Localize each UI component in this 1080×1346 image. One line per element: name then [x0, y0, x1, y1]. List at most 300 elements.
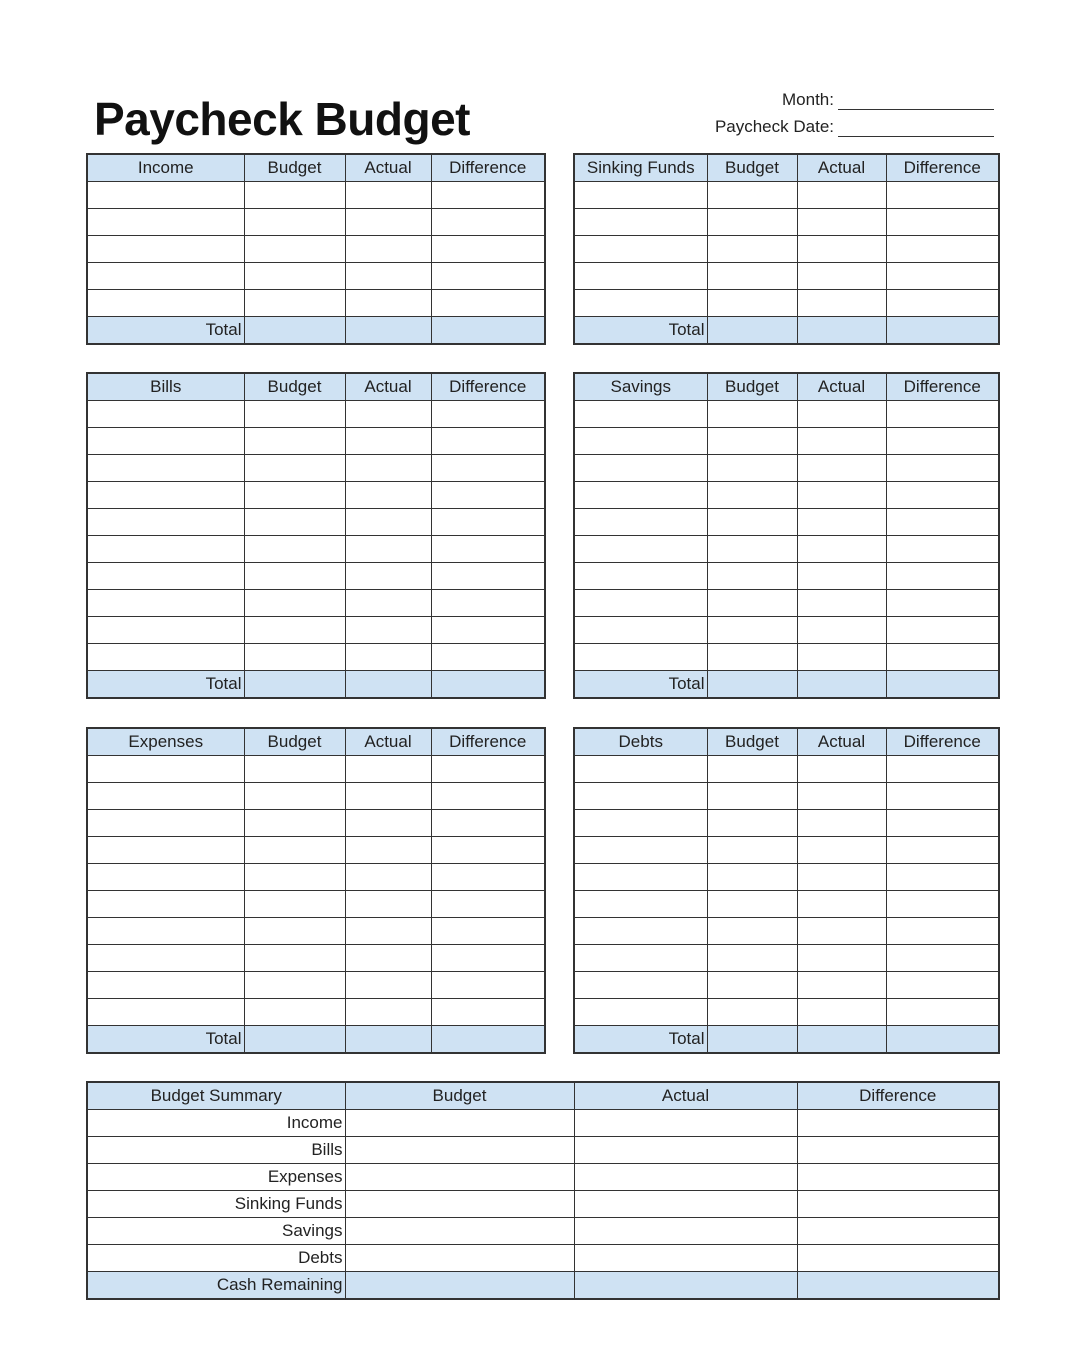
budget-cell[interactable]	[707, 972, 797, 999]
difference-cell[interactable]	[886, 236, 999, 263]
difference-cell[interactable]	[431, 783, 545, 810]
budget-cell[interactable]	[707, 891, 797, 918]
actual-cell[interactable]	[797, 482, 886, 509]
difference-cell[interactable]	[886, 263, 999, 290]
total-budget-cell[interactable]	[244, 671, 345, 699]
total-budget-cell[interactable]	[707, 671, 797, 699]
actual-cell[interactable]	[797, 455, 886, 482]
actual-cell[interactable]	[345, 590, 431, 617]
actual-cell[interactable]	[345, 455, 431, 482]
difference-cell[interactable]	[431, 918, 545, 945]
actual-cell[interactable]	[345, 182, 431, 209]
bills-item-cell[interactable]	[87, 428, 244, 455]
budget-cell[interactable]	[244, 864, 345, 891]
budget-cell[interactable]	[244, 644, 345, 671]
difference-cell[interactable]	[886, 509, 999, 536]
difference-cell[interactable]	[431, 236, 545, 263]
actual-cell[interactable]	[797, 209, 886, 236]
bills-item-cell[interactable]	[87, 590, 244, 617]
total-difference-cell[interactable]	[431, 317, 545, 345]
savings-item-cell[interactable]	[574, 509, 707, 536]
actual-cell[interactable]	[797, 644, 886, 671]
table-row	[87, 401, 545, 428]
expenses-item-cell[interactable]	[87, 972, 244, 999]
difference-cell[interactable]	[431, 972, 545, 999]
actual-cell[interactable]	[797, 810, 886, 837]
actual-cell[interactable]	[797, 182, 886, 209]
actual-cell[interactable]	[345, 509, 431, 536]
debts-item-cell[interactable]	[574, 783, 707, 810]
difference-cell[interactable]	[431, 891, 545, 918]
income-item-cell[interactable]	[87, 263, 244, 290]
bills-item-cell[interactable]	[87, 455, 244, 482]
cash-remaining-actual-cell[interactable]	[574, 1272, 797, 1300]
sinking-funds-item-cell[interactable]	[574, 290, 707, 317]
total-difference-cell[interactable]	[431, 1026, 545, 1054]
bills-item-cell[interactable]	[87, 563, 244, 590]
actual-cell[interactable]	[345, 236, 431, 263]
budget-cell[interactable]	[707, 263, 797, 290]
table-row	[574, 972, 999, 999]
summary-row	[87, 1110, 999, 1137]
budget-cell[interactable]	[707, 290, 797, 317]
difference-column-header: Difference	[431, 373, 545, 401]
actual-cell[interactable]	[345, 536, 431, 563]
budget-cell[interactable]	[707, 783, 797, 810]
budget-cell[interactable]	[244, 563, 345, 590]
actual-cell[interactable]	[797, 756, 886, 783]
table-row	[574, 290, 999, 317]
income-header-row	[87, 154, 545, 182]
budget-cell[interactable]	[345, 1110, 574, 1137]
budget-cell[interactable]	[707, 455, 797, 482]
actual-cell[interactable]	[345, 263, 431, 290]
budget-cell[interactable]	[244, 182, 345, 209]
actual-cell[interactable]	[797, 563, 886, 590]
budget-cell[interactable]	[244, 290, 345, 317]
cash-remaining-label: Cash Remaining	[87, 1272, 345, 1300]
table-row	[87, 999, 545, 1026]
table-row	[574, 182, 999, 209]
actual-cell[interactable]	[797, 999, 886, 1026]
actual-cell[interactable]	[345, 617, 431, 644]
difference-cell[interactable]	[431, 290, 545, 317]
actual-column-header: Actual	[797, 373, 886, 401]
actual-cell[interactable]	[345, 864, 431, 891]
difference-cell[interactable]	[886, 536, 999, 563]
savings-item-cell[interactable]	[574, 644, 707, 671]
actual-cell[interactable]	[574, 1218, 797, 1245]
budget-cell[interactable]	[244, 999, 345, 1026]
savings-item-cell[interactable]	[574, 590, 707, 617]
budget-cell[interactable]	[707, 482, 797, 509]
total-budget-cell[interactable]	[707, 317, 797, 345]
table-row	[574, 455, 999, 482]
actual-cell[interactable]	[797, 972, 886, 999]
difference-cell[interactable]	[431, 864, 545, 891]
actual-cell[interactable]	[797, 263, 886, 290]
difference-cell[interactable]	[886, 428, 999, 455]
budget-cell[interactable]	[244, 810, 345, 837]
difference-column-header: Difference	[431, 154, 545, 182]
total-actual-cell[interactable]	[797, 671, 886, 699]
total-actual-cell[interactable]	[797, 1026, 886, 1054]
actual-cell[interactable]	[345, 945, 431, 972]
summary-row	[87, 1191, 999, 1218]
actual-cell[interactable]	[574, 1191, 797, 1218]
actual-cell[interactable]	[345, 401, 431, 428]
difference-cell[interactable]	[431, 617, 545, 644]
difference-cell[interactable]	[797, 1164, 999, 1191]
table-row	[87, 918, 545, 945]
budget-cell[interactable]	[707, 999, 797, 1026]
actual-cell[interactable]	[797, 236, 886, 263]
actual-cell[interactable]	[574, 1137, 797, 1164]
budget-cell[interactable]	[707, 236, 797, 263]
table-row	[87, 864, 545, 891]
budget-cell[interactable]	[244, 536, 345, 563]
cash-remaining-difference-cell[interactable]	[797, 1272, 999, 1300]
difference-cell[interactable]	[886, 290, 999, 317]
expenses-item-cell[interactable]	[87, 837, 244, 864]
budget-cell[interactable]	[707, 837, 797, 864]
difference-cell[interactable]	[886, 810, 999, 837]
bills-item-cell[interactable]	[87, 644, 244, 671]
actual-cell[interactable]	[345, 837, 431, 864]
budget-cell[interactable]	[707, 209, 797, 236]
difference-cell[interactable]	[886, 563, 999, 590]
expenses-item-cell[interactable]	[87, 783, 244, 810]
actual-column-header: Actual	[345, 373, 431, 401]
total-difference-cell[interactable]	[886, 1026, 999, 1054]
total-actual-cell[interactable]	[797, 317, 886, 345]
budget-cell[interactable]	[244, 236, 345, 263]
actual-cell[interactable]	[797, 891, 886, 918]
actual-cell[interactable]	[345, 209, 431, 236]
sinking-funds-item-cell[interactable]	[574, 182, 707, 209]
budget-cell[interactable]	[345, 1191, 574, 1218]
savings-item-cell[interactable]	[574, 455, 707, 482]
difference-cell[interactable]	[431, 590, 545, 617]
difference-cell[interactable]	[431, 536, 545, 563]
total-difference-cell[interactable]	[886, 317, 999, 345]
actual-cell[interactable]	[797, 783, 886, 810]
savings-item-cell[interactable]	[574, 617, 707, 644]
total-budget-cell[interactable]	[244, 317, 345, 345]
debts-item-cell[interactable]	[574, 891, 707, 918]
budget-column-header: Budget	[345, 1082, 574, 1110]
bills-item-cell[interactable]	[87, 617, 244, 644]
actual-cell[interactable]	[797, 536, 886, 563]
difference-cell[interactable]	[797, 1137, 999, 1164]
savings-item-cell[interactable]	[574, 428, 707, 455]
budget-cell[interactable]	[244, 837, 345, 864]
actual-cell[interactable]	[797, 290, 886, 317]
difference-cell[interactable]	[431, 428, 545, 455]
actual-cell[interactable]	[345, 482, 431, 509]
budget-cell[interactable]	[707, 590, 797, 617]
table-row	[87, 563, 545, 590]
actual-cell[interactable]	[345, 972, 431, 999]
difference-cell[interactable]	[886, 209, 999, 236]
difference-column-header: Difference	[886, 154, 999, 182]
difference-cell[interactable]	[797, 1245, 999, 1272]
budget-cell[interactable]	[707, 563, 797, 590]
difference-cell[interactable]	[886, 401, 999, 428]
bills-item-cell[interactable]	[87, 482, 244, 509]
actual-cell[interactable]	[797, 590, 886, 617]
table-row	[574, 783, 999, 810]
total-difference-cell[interactable]	[886, 671, 999, 699]
bills-header-row	[87, 373, 545, 401]
actual-cell[interactable]	[797, 428, 886, 455]
budget-cell[interactable]	[707, 536, 797, 563]
difference-column-header: Difference	[886, 728, 999, 756]
table-row	[574, 509, 999, 536]
budget-cell[interactable]	[707, 182, 797, 209]
actual-cell[interactable]	[345, 428, 431, 455]
budget-cell[interactable]	[244, 209, 345, 236]
budget-cell[interactable]	[707, 509, 797, 536]
total-actual-cell[interactable]	[345, 317, 431, 345]
difference-cell[interactable]	[886, 617, 999, 644]
budget-cell[interactable]	[707, 945, 797, 972]
table-row	[87, 945, 545, 972]
budget-cell[interactable]	[707, 756, 797, 783]
actual-cell[interactable]	[574, 1164, 797, 1191]
actual-cell[interactable]	[797, 837, 886, 864]
table-row	[87, 509, 545, 536]
actual-cell[interactable]	[345, 563, 431, 590]
debts-item-cell[interactable]	[574, 999, 707, 1026]
sinking-funds-column-header: Sinking Funds	[574, 154, 707, 182]
difference-cell[interactable]	[431, 756, 545, 783]
month-field	[782, 90, 994, 110]
actual-cell[interactable]	[345, 644, 431, 671]
difference-cell[interactable]	[886, 972, 999, 999]
budget-cell[interactable]	[244, 482, 345, 509]
month-label: Month:	[782, 90, 834, 109]
income-item-cell[interactable]	[87, 290, 244, 317]
budget-cell[interactable]	[244, 455, 345, 482]
difference-cell[interactable]	[886, 644, 999, 671]
difference-cell[interactable]	[886, 945, 999, 972]
expenses-item-cell[interactable]	[87, 945, 244, 972]
total-actual-cell[interactable]	[345, 1026, 431, 1054]
income-item-cell[interactable]	[87, 209, 244, 236]
budget-cell[interactable]	[244, 590, 345, 617]
actual-cell[interactable]	[345, 999, 431, 1026]
budget-cell[interactable]	[707, 644, 797, 671]
difference-cell[interactable]	[886, 864, 999, 891]
table-row	[574, 617, 999, 644]
difference-cell[interactable]	[797, 1191, 999, 1218]
difference-cell[interactable]	[431, 999, 545, 1026]
difference-cell[interactable]	[431, 644, 545, 671]
difference-cell[interactable]	[886, 918, 999, 945]
budget-cell[interactable]	[707, 617, 797, 644]
debts-item-cell[interactable]	[574, 972, 707, 999]
budget-cell[interactable]	[707, 428, 797, 455]
table-row	[574, 563, 999, 590]
difference-cell[interactable]	[431, 482, 545, 509]
bills-item-cell[interactable]	[87, 401, 244, 428]
actual-cell[interactable]	[797, 617, 886, 644]
debts-item-cell[interactable]	[574, 810, 707, 837]
table-row	[87, 182, 545, 209]
debts-item-cell[interactable]	[574, 945, 707, 972]
budget-cell[interactable]	[244, 918, 345, 945]
budget-cell[interactable]	[244, 428, 345, 455]
actual-cell[interactable]	[345, 918, 431, 945]
actual-cell[interactable]	[797, 401, 886, 428]
cash-remaining-budget-cell[interactable]	[345, 1272, 574, 1300]
bills-item-cell[interactable]	[87, 509, 244, 536]
budget-cell[interactable]	[707, 810, 797, 837]
difference-cell[interactable]	[431, 810, 545, 837]
budget-cell[interactable]	[244, 945, 345, 972]
total-actual-cell[interactable]	[345, 671, 431, 699]
table-row	[574, 999, 999, 1026]
budget-column-header: Budget	[244, 373, 345, 401]
budget-cell[interactable]	[345, 1218, 574, 1245]
summary-header-row	[87, 1082, 999, 1110]
month-input-line[interactable]	[838, 93, 994, 110]
difference-cell[interactable]	[431, 455, 545, 482]
difference-cell[interactable]	[431, 209, 545, 236]
budget-cell[interactable]	[244, 783, 345, 810]
budget-column-header: Budget	[707, 373, 797, 401]
difference-cell[interactable]	[886, 756, 999, 783]
difference-cell[interactable]	[886, 783, 999, 810]
sinking-funds-table	[573, 153, 1000, 345]
expenses-item-cell[interactable]	[87, 810, 244, 837]
summary-row	[87, 1218, 999, 1245]
actual-cell[interactable]	[797, 945, 886, 972]
actual-cell[interactable]	[797, 509, 886, 536]
difference-cell[interactable]	[886, 837, 999, 864]
difference-cell[interactable]	[797, 1110, 999, 1137]
actual-cell[interactable]	[345, 756, 431, 783]
budget-cell[interactable]	[244, 509, 345, 536]
actual-cell[interactable]	[345, 810, 431, 837]
budget-cell[interactable]	[244, 401, 345, 428]
table-row	[87, 536, 545, 563]
budget-cell[interactable]	[345, 1245, 574, 1272]
actual-cell[interactable]	[797, 864, 886, 891]
paycheck-date-field	[715, 117, 994, 137]
table-row	[87, 482, 545, 509]
difference-cell[interactable]	[886, 590, 999, 617]
difference-cell[interactable]	[431, 509, 545, 536]
debts-item-cell[interactable]	[574, 918, 707, 945]
summary-row-label: Income	[87, 1110, 345, 1137]
expenses-item-cell[interactable]	[87, 864, 244, 891]
sinking-funds-item-cell[interactable]	[574, 209, 707, 236]
difference-cell[interactable]	[886, 455, 999, 482]
budget-cell[interactable]	[707, 864, 797, 891]
budget-column-header: Budget	[707, 728, 797, 756]
budget-cell[interactable]	[244, 756, 345, 783]
savings-item-cell[interactable]	[574, 482, 707, 509]
expenses-header-row	[87, 728, 545, 756]
budget-cell[interactable]	[707, 918, 797, 945]
bills-column-header: Bills	[87, 373, 244, 401]
difference-column-header: Difference	[886, 373, 999, 401]
debts-item-cell[interactable]	[574, 756, 707, 783]
difference-cell[interactable]	[431, 401, 545, 428]
sinking-funds-item-cell[interactable]	[574, 236, 707, 263]
summary-row-label: Expenses	[87, 1164, 345, 1191]
table-row	[574, 401, 999, 428]
expenses-item-cell[interactable]	[87, 756, 244, 783]
expenses-item-cell[interactable]	[87, 999, 244, 1026]
difference-cell[interactable]	[431, 182, 545, 209]
budget-cell[interactable]	[244, 891, 345, 918]
difference-cell[interactable]	[431, 837, 545, 864]
summary-row	[87, 1164, 999, 1191]
income-item-cell[interactable]	[87, 182, 244, 209]
difference-cell[interactable]	[431, 263, 545, 290]
sinking-funds-item-cell[interactable]	[574, 263, 707, 290]
difference-cell[interactable]	[431, 945, 545, 972]
table-row	[87, 644, 545, 671]
budget-cell[interactable]	[345, 1164, 574, 1191]
difference-cell[interactable]	[797, 1218, 999, 1245]
table-row	[574, 590, 999, 617]
difference-cell[interactable]	[886, 891, 999, 918]
actual-cell[interactable]	[345, 290, 431, 317]
difference-cell[interactable]	[431, 563, 545, 590]
budget-cell[interactable]	[345, 1137, 574, 1164]
expenses-item-cell[interactable]	[87, 891, 244, 918]
budget-cell[interactable]	[707, 401, 797, 428]
budget-summary-table	[86, 1081, 1000, 1300]
budget-cell[interactable]	[244, 263, 345, 290]
difference-cell[interactable]	[886, 999, 999, 1026]
summary-row	[87, 1245, 999, 1272]
debts-item-cell[interactable]	[574, 837, 707, 864]
actual-column-header: Actual	[345, 728, 431, 756]
paycheck-date-input-line[interactable]	[838, 120, 994, 137]
income-item-cell[interactable]	[87, 236, 244, 263]
budget-cell[interactable]	[244, 972, 345, 999]
debts-item-cell[interactable]	[574, 864, 707, 891]
actual-cell[interactable]	[574, 1110, 797, 1137]
total-budget-cell[interactable]	[707, 1026, 797, 1054]
total-label: Total	[574, 671, 707, 699]
actual-column-header: Actual	[797, 154, 886, 182]
expenses-item-cell[interactable]	[87, 918, 244, 945]
budget-cell[interactable]	[244, 617, 345, 644]
paycheck-date-label: Paycheck Date:	[714, 117, 834, 136]
savings-item-cell[interactable]	[574, 536, 707, 563]
total-budget-cell[interactable]	[244, 1026, 345, 1054]
savings-item-cell[interactable]	[574, 401, 707, 428]
total-difference-cell[interactable]	[431, 671, 545, 699]
bills-item-cell[interactable]	[87, 536, 244, 563]
actual-cell[interactable]	[345, 783, 431, 810]
difference-cell[interactable]	[886, 482, 999, 509]
savings-item-cell[interactable]	[574, 563, 707, 590]
actual-cell[interactable]	[574, 1245, 797, 1272]
table-row	[87, 837, 545, 864]
actual-cell[interactable]	[345, 891, 431, 918]
actual-cell[interactable]	[797, 918, 886, 945]
table-row	[87, 290, 545, 317]
table-row	[574, 945, 999, 972]
difference-cell[interactable]	[886, 182, 999, 209]
